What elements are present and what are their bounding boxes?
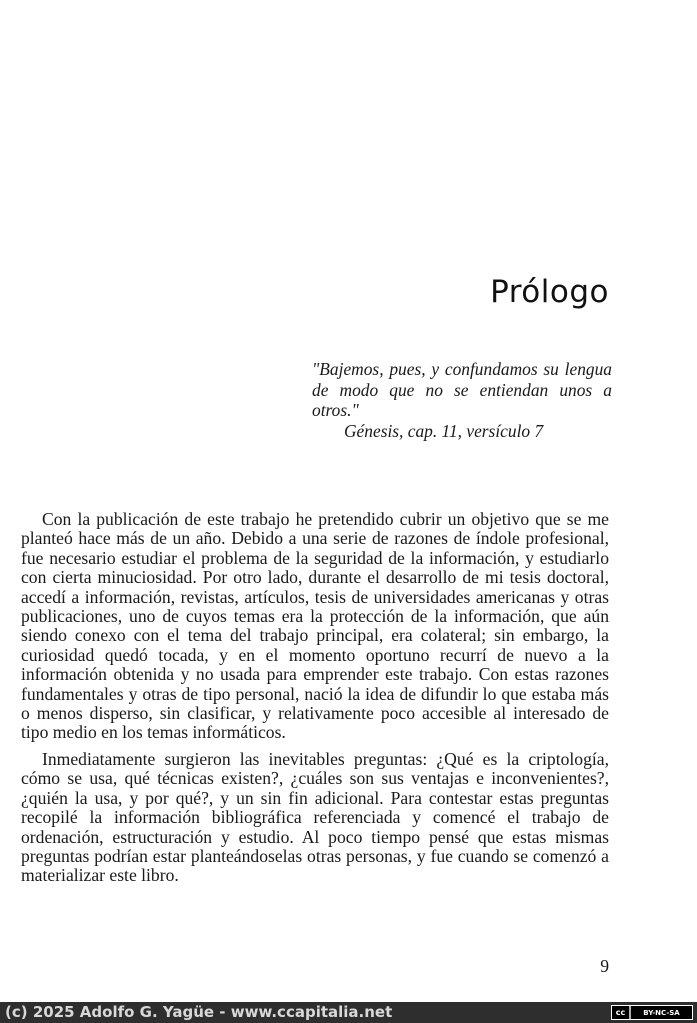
paragraph: Inmediatamente surgieron las inevitables preguntas: ¿Qué es la criptología, cómo se usa, qué técnicas existen?, ¿cuáles son sus ventajas e inconvenientes?, ¿quién la usa, y por qué?, y un sin fin adicional. Para contestar estas preguntas recopilé la información bibliográfica referenciada y comencé el trabajo de ordenación, estructuración y estudio. Al poco tiempo pensé que estas mismas preguntas podrían estar planteándoselas otras personas, y fue cuando se comenzó a materializar este libro. bbox=[21, 748, 609, 886]
paragraph: Con la publicación de este trabajo he pretendido cubrir un objetivo que se me planteó hace más de un año. Debido a una serie de razones de índole profesional, fue necesario estudiar el problema de la seguridad de la información, y estudiarlo con cierta minuciosidad. Por otro lado, durante el desarrollo de mi tesis doctoral, accedí a información, revistas, artículos, tesis de universidades americanas y otras publicaciones, uno de cuyos temas era la protección de la información, que aún siendo conexo con el tema del trabajo principal, era colateral; sin embargo, la curiosidad quedó tocada, y en el momento oportuno recurrí de nuevo a la información obtenida y no usada para emprender este trabajo. Con estas razones fundamentales y otras de tipo personal, nació la idea de difundir lo que estaba más o menos disperso, sin clasificar, y relativamente poco accesible al interesado de tipo medio en los temas informáticos. bbox=[21, 509, 609, 743]
epigraph-quote: "Bajemos, pues, y confundamos su lengua de modo que no se entiendan unos a otros." bbox=[312, 359, 612, 420]
creative-commons-icon: cc bbox=[612, 1006, 629, 1019]
license-badge[interactable] bbox=[611, 1005, 693, 1020]
page-title: Prólogo bbox=[490, 274, 609, 310]
watermark-footer bbox=[0, 1002, 697, 1023]
license-terms: BY-NC-SA bbox=[629, 1006, 692, 1019]
body-text bbox=[21, 510, 609, 893]
epigraph bbox=[312, 359, 612, 441]
page-number: 9 bbox=[600, 956, 609, 976]
copyright-notice: (c) 2025 Adolfo G. Yagüe - www.ccapitalia.net bbox=[5, 1003, 393, 1021]
epigraph-source: Génesis, cap. 11, versículo 7 bbox=[344, 420, 544, 441]
